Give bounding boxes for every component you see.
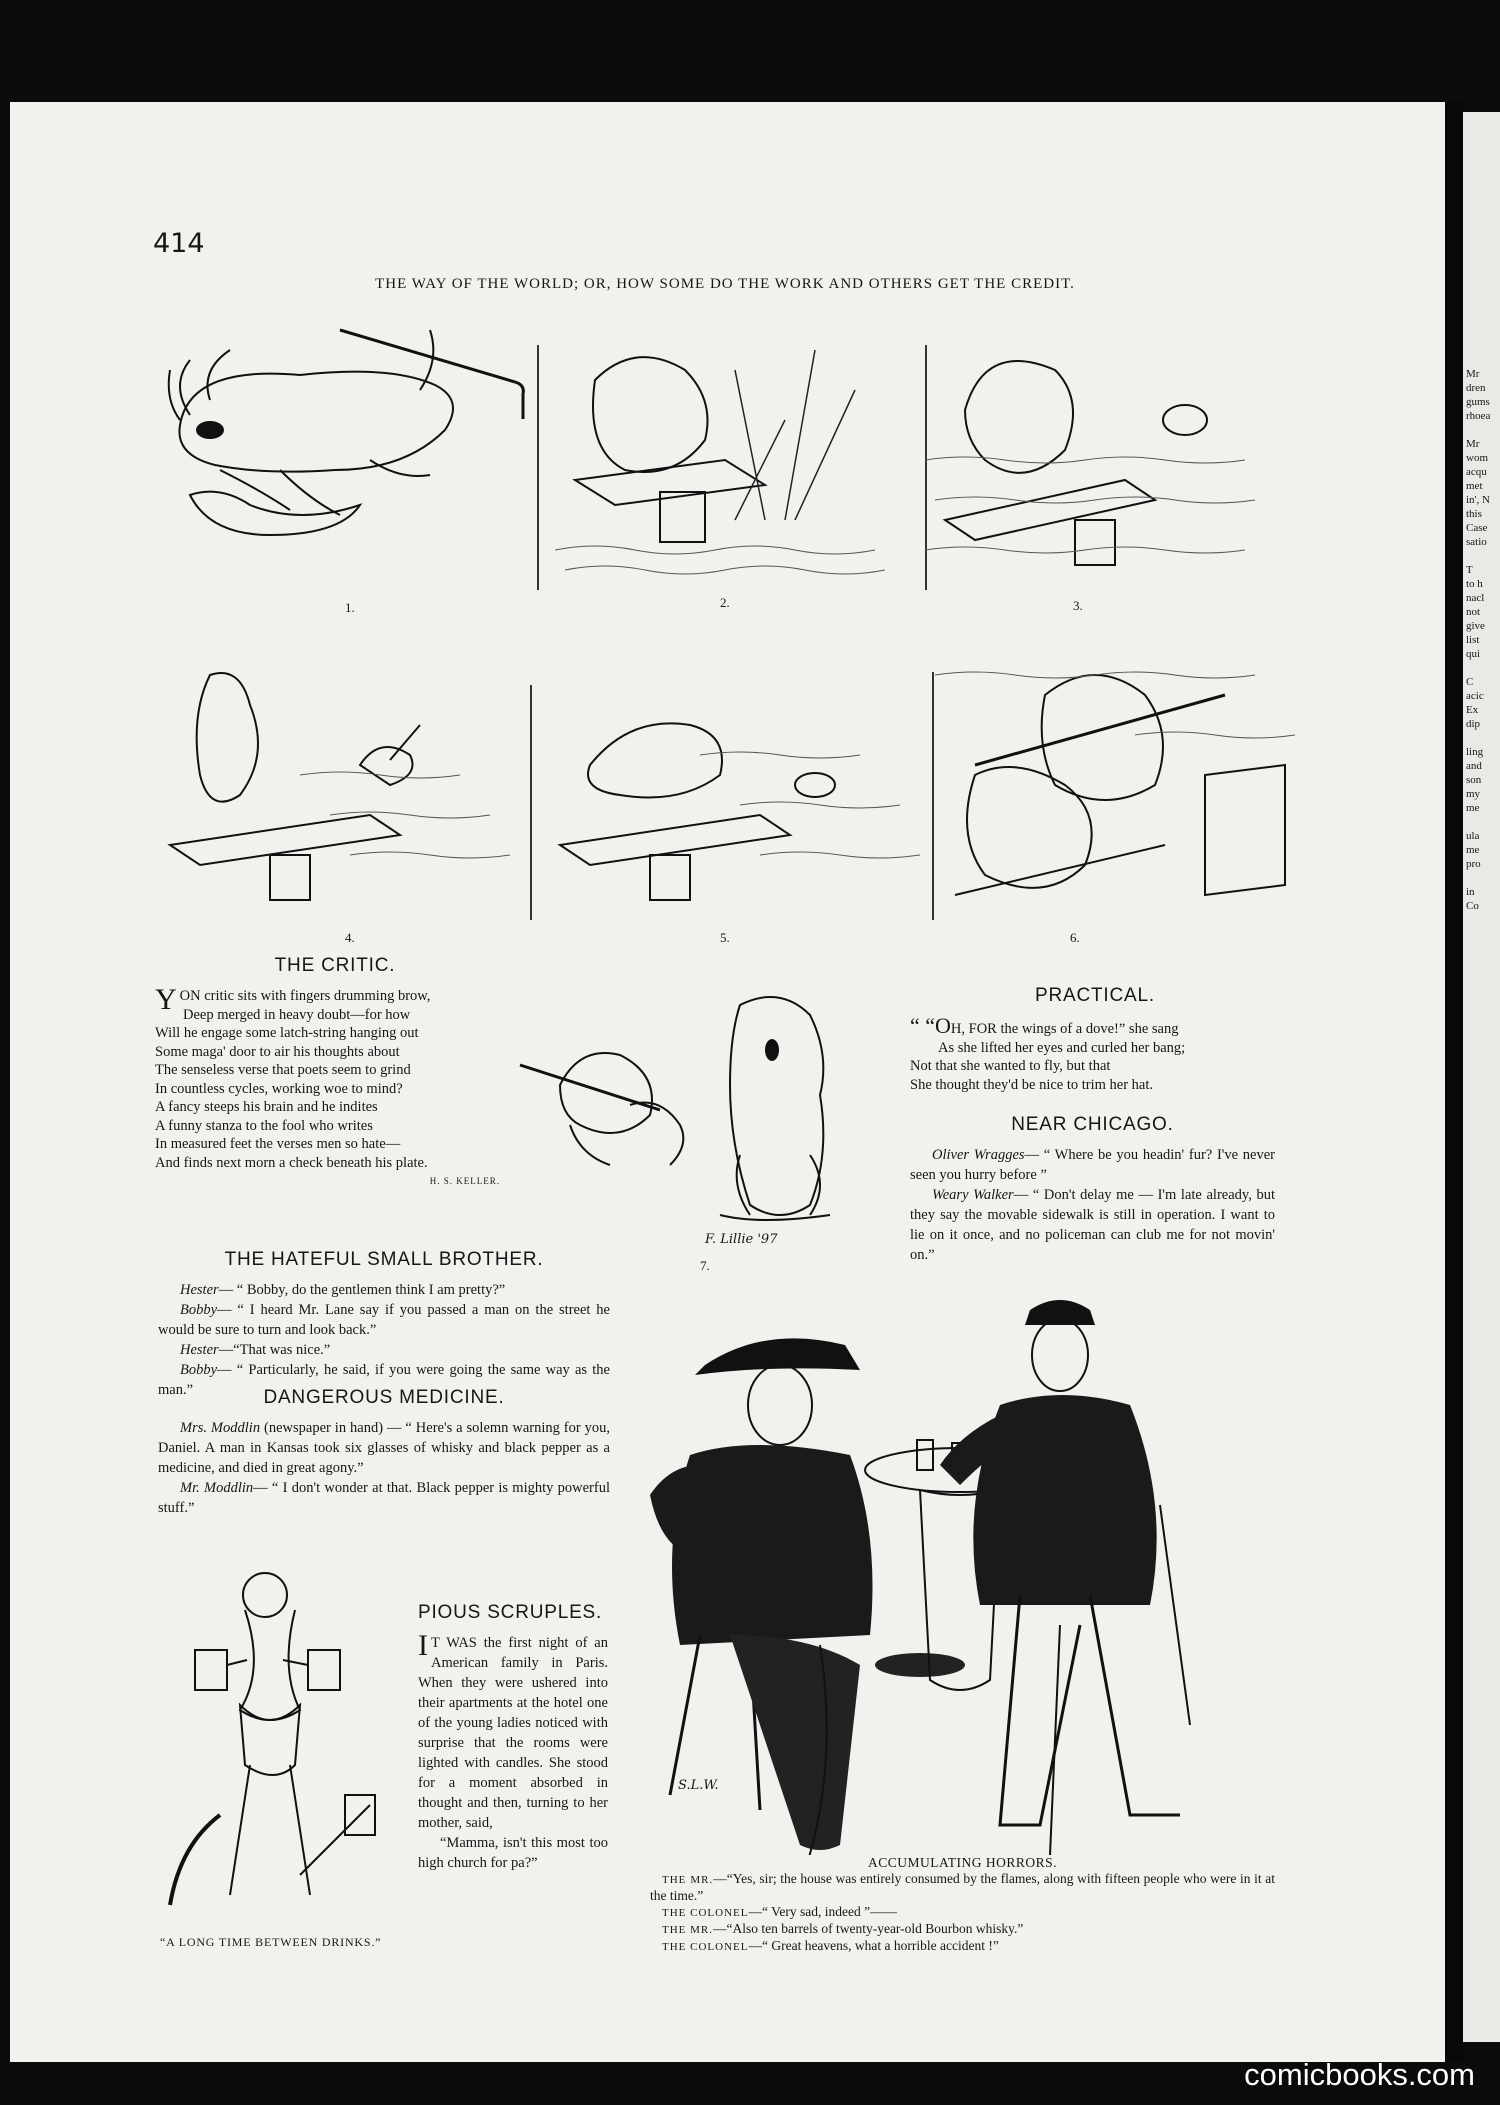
- next-page-fragment: ula: [1466, 830, 1480, 842]
- poem-the-critic: [155, 955, 515, 1186]
- panel-label: 7.: [700, 1258, 710, 1273]
- speaker-name: Mr. Moddlin: [180, 1480, 254, 1496]
- next-page-fragment: acic: [1466, 690, 1484, 702]
- verse-line: As she lifted her eyes and curled her bang;: [938, 1039, 1186, 1056]
- next-page-fragment: son: [1466, 774, 1482, 786]
- next-page-fragment: dip: [1466, 718, 1481, 730]
- section-title: NEAR CHICAGO.: [1011, 1114, 1174, 1135]
- two-men-at-table-illustration: [620, 1295, 1280, 1855]
- panel-label: 1.: [345, 600, 355, 615]
- dialogue-text: —“Also ten barrels of twenty-year-old Bourbon whisky.”: [713, 1921, 1024, 1936]
- comic-panel-5: [540, 655, 920, 915]
- dog-cartoon-illustration: [510, 985, 870, 1265]
- next-page-fragment: Co: [1466, 900, 1479, 912]
- poem-practical: [910, 985, 1280, 1094]
- verse-line: Not that she wanted to fly, but that: [910, 1058, 1111, 1074]
- next-page-fragment: acqu: [1466, 466, 1487, 478]
- verse-line: In measured feet the verses men so hate—: [155, 1136, 401, 1152]
- joke-dangerous-medicine: [158, 1388, 610, 1518]
- next-page-fragment: [1463, 661, 1500, 675]
- panel-divider: [530, 685, 532, 920]
- next-page-fragment: gums: [1466, 396, 1490, 408]
- next-page-fragment: in', N: [1466, 494, 1490, 506]
- comic-strip-title: THE WAY OF THE WORLD; OR, HOW SOME DO THE WORK AND OTHERS GET THE CREDIT.: [375, 276, 1075, 292]
- verse-line: A fancy steeps his brain and he indites: [155, 1099, 378, 1115]
- comic-panel-6: [935, 655, 1305, 915]
- next-page-fragment: [1463, 549, 1500, 563]
- speaker-name: THE MR.: [662, 1924, 713, 1936]
- panel-divider: [932, 672, 934, 920]
- artist-signature: F. Lillie '97: [705, 1232, 778, 1247]
- joke-pious-scruples: [418, 1603, 608, 1873]
- dialogue-text: — “ I heard Mr. Lane say if you passed a man on the street he would be sure to turn and look back.”: [158, 1302, 610, 1338]
- next-page-fragment: my: [1466, 788, 1481, 800]
- dialogue-text: (newspaper in hand) — “ Here's a solemn warning for you, Daniel. A man in Kansas took six glasses of whisky and black pepper as a medicine, and died in great agony.”: [158, 1420, 611, 1476]
- next-page-fragment: C: [1466, 676, 1474, 688]
- panel-label: 5.: [720, 930, 730, 945]
- dialogue-text: — “ Don't delay me — I'm late already, but they say the movable sidewalk is still in operation. I want to lie on it once, and no policeman can club me for not movin' on.”: [910, 1187, 1275, 1263]
- next-page-fragment: Mr: [1466, 438, 1480, 450]
- next-page-fragment: give: [1466, 620, 1485, 632]
- speaker-name: Mrs. Moddlin: [180, 1420, 261, 1436]
- next-page-fragment: Ex: [1466, 704, 1479, 716]
- section-title: PIOUS SCRUPLES.: [418, 1602, 603, 1623]
- next-page-fragment: Mr: [1466, 368, 1480, 380]
- verse-line: Deep merged in heavy doubt—for how: [183, 1006, 411, 1023]
- drop-cap: Y: [155, 983, 177, 1016]
- dialogue-text: — “ Bobby, do the gentlemen think I am pretty?”: [218, 1282, 506, 1298]
- cartoon-accumulating-horrors: [650, 1855, 1275, 1955]
- next-page-fragment: this: [1466, 508, 1482, 520]
- page-number: 414: [153, 228, 205, 259]
- next-page-fragment: [1463, 423, 1500, 437]
- verse-line: H, FOR the wings of a dove!” she sang: [950, 1021, 1179, 1037]
- next-page-fragment: dren: [1466, 382, 1486, 394]
- next-page-fragment: wom: [1466, 452, 1488, 464]
- next-page-fragment: ling: [1466, 746, 1484, 758]
- section-title: PRACTICAL.: [1035, 985, 1155, 1006]
- next-page-fragment: Case: [1466, 522, 1488, 534]
- section-title: THE HATEFUL SMALL BROTHER.: [224, 1249, 544, 1270]
- next-page-fragment: T: [1466, 564, 1473, 576]
- panel-label: 2.: [720, 595, 730, 610]
- panel-label: 4.: [345, 930, 355, 945]
- author-credit: H. S. KELLER.: [429, 1176, 500, 1186]
- next-page-fragment: and: [1466, 760, 1482, 772]
- next-page-fragment: [1463, 731, 1500, 745]
- dialogue-text: —“ Great heavens, what a horrible accident !”: [748, 1938, 999, 1953]
- next-page-fragment: [1463, 871, 1500, 885]
- next-page-fragment: to h: [1466, 578, 1483, 590]
- next-page-fragment: not: [1466, 606, 1481, 618]
- panel-label: 6.: [1070, 930, 1080, 945]
- next-page-fragment: in: [1466, 886, 1475, 898]
- next-page-fragment: pro: [1466, 858, 1481, 870]
- panel-divider: [537, 345, 539, 590]
- section-title: DANGEROUS MEDICINE.: [263, 1387, 505, 1408]
- speaker-name: Bobby: [180, 1302, 218, 1318]
- dialogue-text: — “ I don't wonder at that. Black pepper is mighty powerful stuff.”: [158, 1480, 610, 1516]
- joke-near-chicago: [910, 1115, 1275, 1265]
- verse-line: ON critic sits with fingers drumming brow,: [179, 988, 431, 1004]
- dialogue-text: — “ Where be you headin' fur? I've never seen you hurry before ”: [910, 1147, 1276, 1183]
- dialogue-text: —“Yes, sir; the house was entirely consumed by the flames, along with fifteen people who were in it at the time.”: [650, 1871, 1275, 1903]
- joke-hateful-small-brother: [158, 1250, 610, 1400]
- speaker-name: THE COLONEL: [662, 1907, 749, 1919]
- speaker-name: Hester: [180, 1342, 219, 1358]
- speaker-name: Hester: [180, 1282, 219, 1298]
- next-page-fragment: met: [1466, 480, 1483, 492]
- speaker-name: THE COLONEL: [662, 1941, 749, 1953]
- adjacent-page-edge: [1463, 112, 1500, 2042]
- verse-line: She thought they'd be nice to trim her hat.: [910, 1076, 1154, 1093]
- next-page-fragment: list: [1466, 634, 1480, 646]
- dialogue-text: —“That was nice.”: [218, 1342, 331, 1358]
- speaker-name: Bobby: [180, 1362, 218, 1378]
- site-watermark: comicbooks.com: [1244, 2057, 1475, 2092]
- speaker-name: Oliver Wragges: [932, 1147, 1025, 1163]
- verse-line: Some maga' door to air his thoughts about: [155, 1043, 400, 1060]
- comic-panel-4: [150, 655, 520, 915]
- verse-line: The senseless verse that poets seem to grind: [155, 1062, 411, 1078]
- panel-label: 3.: [1073, 598, 1083, 613]
- dialogue-text: —“ Very sad, indeed ”——: [748, 1904, 898, 1919]
- next-page-fragment: me: [1466, 844, 1480, 856]
- next-page-fragment: nacl: [1466, 592, 1485, 604]
- verse-line: A funny stanza to the fool who writes: [155, 1117, 373, 1134]
- verse-line: And finds next morn a check beneath his plate.: [155, 1154, 428, 1171]
- story-text: T WAS the first night of an American family in Paris. When they were ushered into their apartments at the hotel one of the young ladies noticed with surprise that the rooms were lighted with candles. She stood for a moment absorbed in thought and then, turning to her mother, said,: [418, 1635, 608, 1831]
- speaker-name: THE MR.: [662, 1874, 714, 1886]
- comic-panel-3: [925, 320, 1300, 585]
- long-time-between-drinks-illustration: [160, 1555, 410, 1935]
- drop-cap: I: [418, 1629, 428, 1662]
- section-title: THE CRITIC.: [274, 955, 396, 976]
- next-page-fragment: me: [1466, 802, 1480, 814]
- illustration-caption: “A LONG TIME BETWEEN DRINKS.”: [160, 1935, 382, 1949]
- story-quote: “Mamma, isn't this most too high church for pa?”: [418, 1835, 608, 1871]
- speaker-name: Weary Walker: [932, 1187, 1014, 1203]
- book-spine: [1445, 102, 1463, 2062]
- opening-quote: “ “O: [910, 1013, 951, 1038]
- verse-line: Will he engage some latch-string hanging out: [155, 1025, 419, 1041]
- section-title: ACCUMULATING HORRORS.: [867, 1855, 1058, 1870]
- next-page-fragment: [1463, 815, 1500, 829]
- next-page-fragment: qui: [1466, 648, 1481, 660]
- dialogue-text: — “ Particularly, he said, if you were going the same way as the man.”: [158, 1362, 610, 1398]
- verse-line: In countless cycles, working woe to mind?: [155, 1080, 403, 1097]
- comic-panel-2: [555, 320, 925, 585]
- artist-signature: S.L.W.: [678, 1778, 719, 1793]
- comic-panel-1: [150, 320, 530, 555]
- next-page-fragment: rhoea: [1466, 410, 1491, 422]
- next-page-fragment: satio: [1466, 536, 1487, 548]
